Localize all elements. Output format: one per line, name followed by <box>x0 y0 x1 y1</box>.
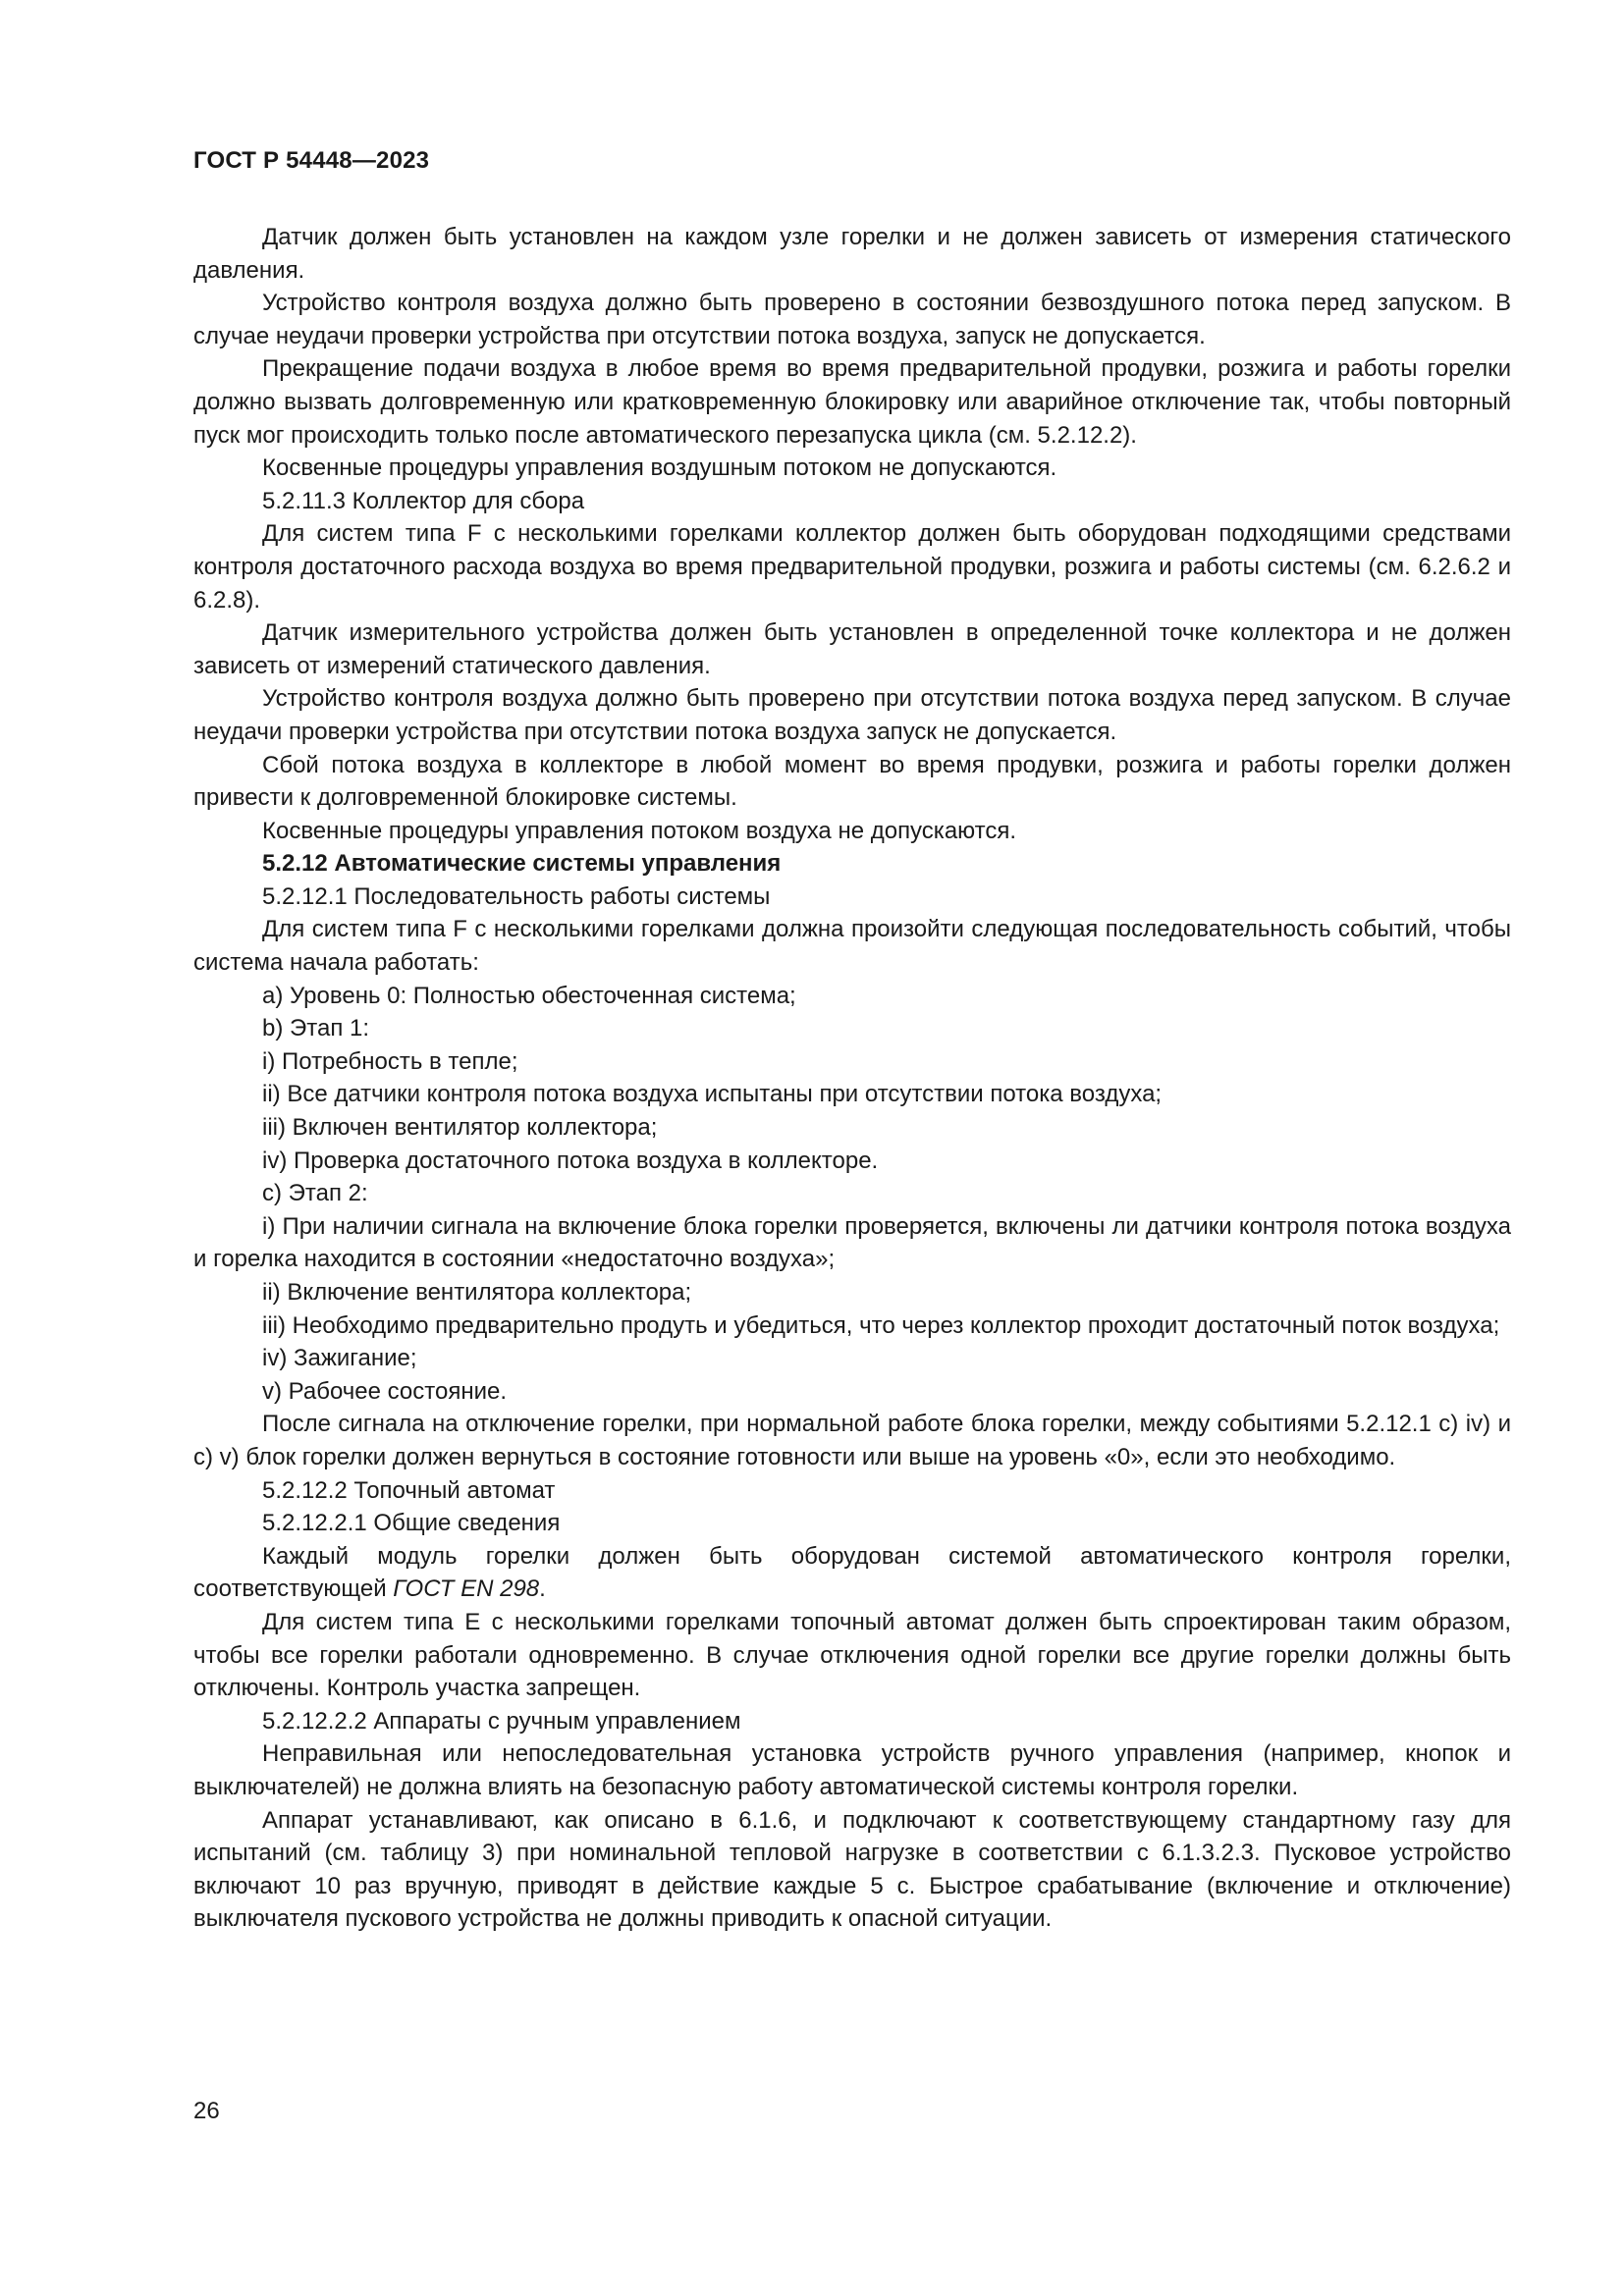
list-item: ii) Все датчики контроля потока воздуха испытаны при отсутствии потока воздуха; <box>262 1081 1163 1108</box>
paragraph: Устройство контроля воздуха должно быть проверено в состоянии безвоздушного потока перед запуском. В случае неудачи проверки устройства при отсутствии потока воздуха, запуск не допускается. <box>193 290 1511 349</box>
list-item: iv) Зажигание; <box>262 1345 417 1372</box>
section-heading-bold: 5.2.12 Автоматические системы управления <box>262 850 782 878</box>
section-heading: 5.2.11.3 Коллектор для сбора <box>262 487 585 514</box>
list-item: i) Потребность в тепле; <box>262 1047 518 1075</box>
paragraph <box>193 1540 1511 1606</box>
page-number: 26 <box>193 2098 220 2124</box>
paragraph-text: Каждый модуль горелки должен быть оборудован системой автоматического контроля горелки, соответствующей <box>193 1542 1511 1603</box>
standard-reference: ГОСТ EN 298 <box>393 1575 540 1603</box>
list-item: i) При наличии сигнала на включение блока горелки проверяется, включены ли датчики контроля потока воздуха и горелка находится в состоянии «недостаточно воздуха»; <box>193 1212 1511 1273</box>
paragraph: Сбой потока воздуха в коллекторе в любой момент во время продувки, розжига и работы горелки должен привести к долговременной блокировке системы. <box>193 751 1511 812</box>
paragraph: Косвенные процедуры управления потоком воздуха не допускаются. <box>262 817 1017 844</box>
paragraph: Для систем типа F с несколькими горелками коллектор должен быть оборудован подходящими средствами контроля достаточного расхода воздуха во время предварительной продувки, розжига и работы системы (см. 6.2.6.2 и 6.2.8). <box>193 520 1511 614</box>
paragraph: Прекращение подачи воздуха в любое время во время предварительной продувки, розжига и работы горелки должно вызвать долговременную или кратковременную блокировку или аварийное отключение так, чтобы повторный пуск мог происходить только после автоматического перезапуска цикла (см. 5.2.12.2). <box>193 355 1511 449</box>
list-item: c) Этап 2: <box>262 1180 368 1207</box>
paragraph: Датчик должен быть установлен на каждом узле горелки и не должен зависеть от измерения статического давления. <box>193 224 1511 284</box>
list-item: iii) Необходимо предварительно продуть и убедиться, что через коллектор проходит достаточный поток воздуха; <box>262 1311 1500 1339</box>
list-item: iii) Включен вентилятор коллектора; <box>262 1114 658 1142</box>
paragraph: Косвенные процедуры управления воздушным потоком не допускаются. <box>262 454 1057 482</box>
paragraph-text-end: . <box>539 1575 546 1603</box>
list-item: ii) Включение вентилятора коллектора; <box>262 1279 692 1306</box>
paragraph: После сигнала на отключение горелки, при нормальной работе блока горелки, между событиями 5.2.12.1 c) iv) и c) v) блок горелки должен вернуться в состояние готовности или выше на уровень «0», если это необходимо. <box>193 1411 1511 1470</box>
paragraph: Устройство контроля воздуха должно быть проверено при отсутствии потока воздуха перед запуском. В случае неудачи проверки устройства при отсутствии потока воздуха запуск не допускается. <box>193 685 1511 745</box>
section-heading: 5.2.12.2.1 Общие сведения <box>262 1510 561 1537</box>
document-body <box>193 221 1511 1936</box>
document-code: ГОСТ Р 54448—2023 <box>193 147 430 174</box>
paragraph: Для систем типа F с несколькими горелками должна произойти следующая последовательность событий, чтобы система начала работать: <box>193 916 1511 977</box>
section-heading: 5.2.12.1 Последовательность работы системы <box>262 882 771 910</box>
paragraph: Неправильная или непоследовательная установка устройств ручного управления (например, кнопок и выключателей) не должна влиять на безопасную работу автоматической системы контроля горелки. <box>193 1740 1511 1800</box>
section-heading: 5.2.12.2.2 Аппараты с ручным управлением <box>262 1707 741 1735</box>
paragraph: Для систем типа E с несколькими горелками топочный автомат должен быть спроектирован таким образом, чтобы все горелки работали одновременно. В случае отключения одной горелки все другие горелки должны быть отключены. Контроль участка запрещен. <box>193 1608 1511 1702</box>
list-item: v) Рабочее состояние. <box>262 1377 508 1405</box>
list-item: iv) Проверка достаточного потока воздуха в коллекторе. <box>262 1147 879 1174</box>
list-item: b) Этап 1: <box>262 1015 370 1042</box>
list-item: a) Уровень 0: Полностью обесточенная система; <box>262 982 796 1009</box>
paragraph: Аппарат устанавливают, как описано в 6.1.6, и подключают к соответствующему стандартному газу для испытаний (см. таблицу 3) при номинальной тепловой нагрузке в соответствии с 6.1.3.2.3. Пусковое устройство включают 10 раз вручную, приводят в действие каждые 5 с. Быстрое срабатывание (включение и отключение) выключателя пускового устройства не должны приводить к опасной ситуации. <box>193 1806 1511 1933</box>
section-heading: 5.2.12.2 Топочный автомат <box>262 1476 556 1504</box>
paragraph: Датчик измерительного устройства должен быть установлен в определенной точке коллектора и не должен зависеть от измерений статического давления. <box>193 619 1511 679</box>
